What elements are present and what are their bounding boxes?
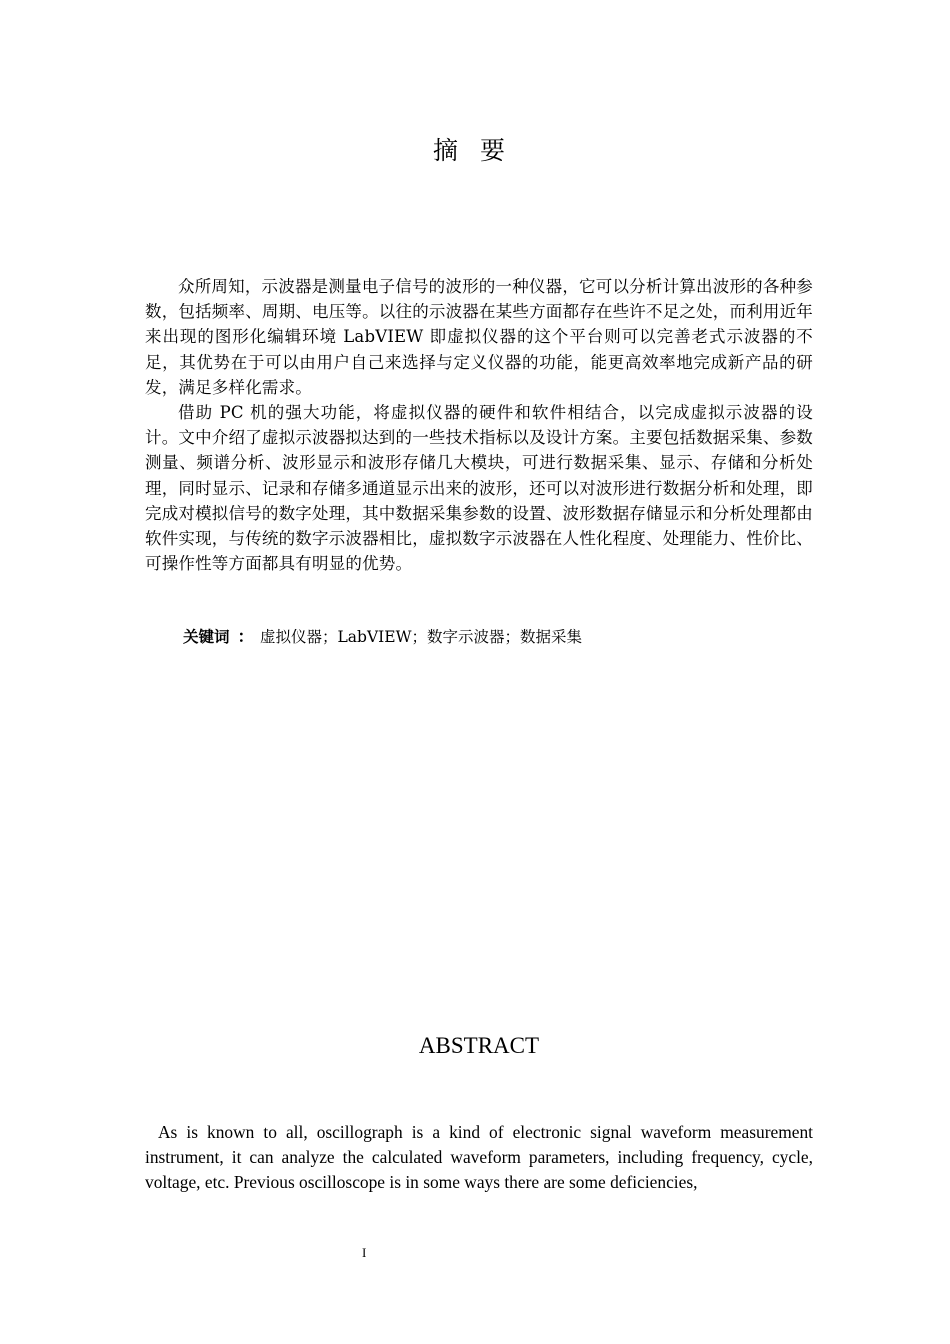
keywords-separator: ： <box>237 627 255 646</box>
chinese-abstract-paragraph-1: 众所周知，示波器是测量电子信号的波形的一种仪器，它可以分析计算出波形的各种参数，包括频率、周期、电压等。以往的示波器在某些方面都存在些许不足之处，而利用近年来出现的图形化编辑环境 LabVIEW 即虚拟仪器的这个平台则可以完善老式示波器的不足，其优势在于可以由用户自己来选择与定义仪器的功能，能更高效率地完成新产品的研发，满足多样化需求。 <box>145 277 813 397</box>
english-abstract-title: ABSTRACT <box>418 1033 540 1058</box>
keywords-label: 关键词 <box>183 628 230 646</box>
english-abstract-body <box>145 1120 813 1195</box>
keywords-text: 虚拟仪器；LabVIEW；数字示波器；数据采集 <box>260 628 583 646</box>
chinese-abstract-body <box>145 274 813 576</box>
page-number: I <box>362 1245 367 1260</box>
english-abstract-paragraph-1: As is known to all, oscillograph is a kind of electronic signal waveform measurement instrument, it can analyze the calculated waveform parameters, including frequency, cycle, voltage, etc. Previous oscilloscope is in some ways there are some deficiencies, <box>145 1122 813 1192</box>
chinese-abstract-title: 摘要 <box>432 136 527 165</box>
chinese-keywords-line <box>183 626 823 648</box>
chinese-abstract-paragraph-2: 借助 PC 机的强大功能，将虚拟仪器的硬件和软件相结合，以完成虚拟示波器的设计。文中介绍了虚拟示波器拟达到的一些技术指标以及设计方案。主要包括数据采集、参数测量、频谱分析、波形显示和波形存储几大模块，可进行数据采集、显示、存储和分析处理，同时显示、记录和存储多通道显示出来的波形，还可以对波形进行数据分析和处理，即完成对模拟信号的数字处理，其中数据采集参数的设置、波形数据存储显示和分析处理都由软件实现，与传统的数字示波器相比，虚拟数字示波器在人性化程度、处理能力、性价比、可操作性等方面都具有明显的优势。 <box>145 403 813 574</box>
